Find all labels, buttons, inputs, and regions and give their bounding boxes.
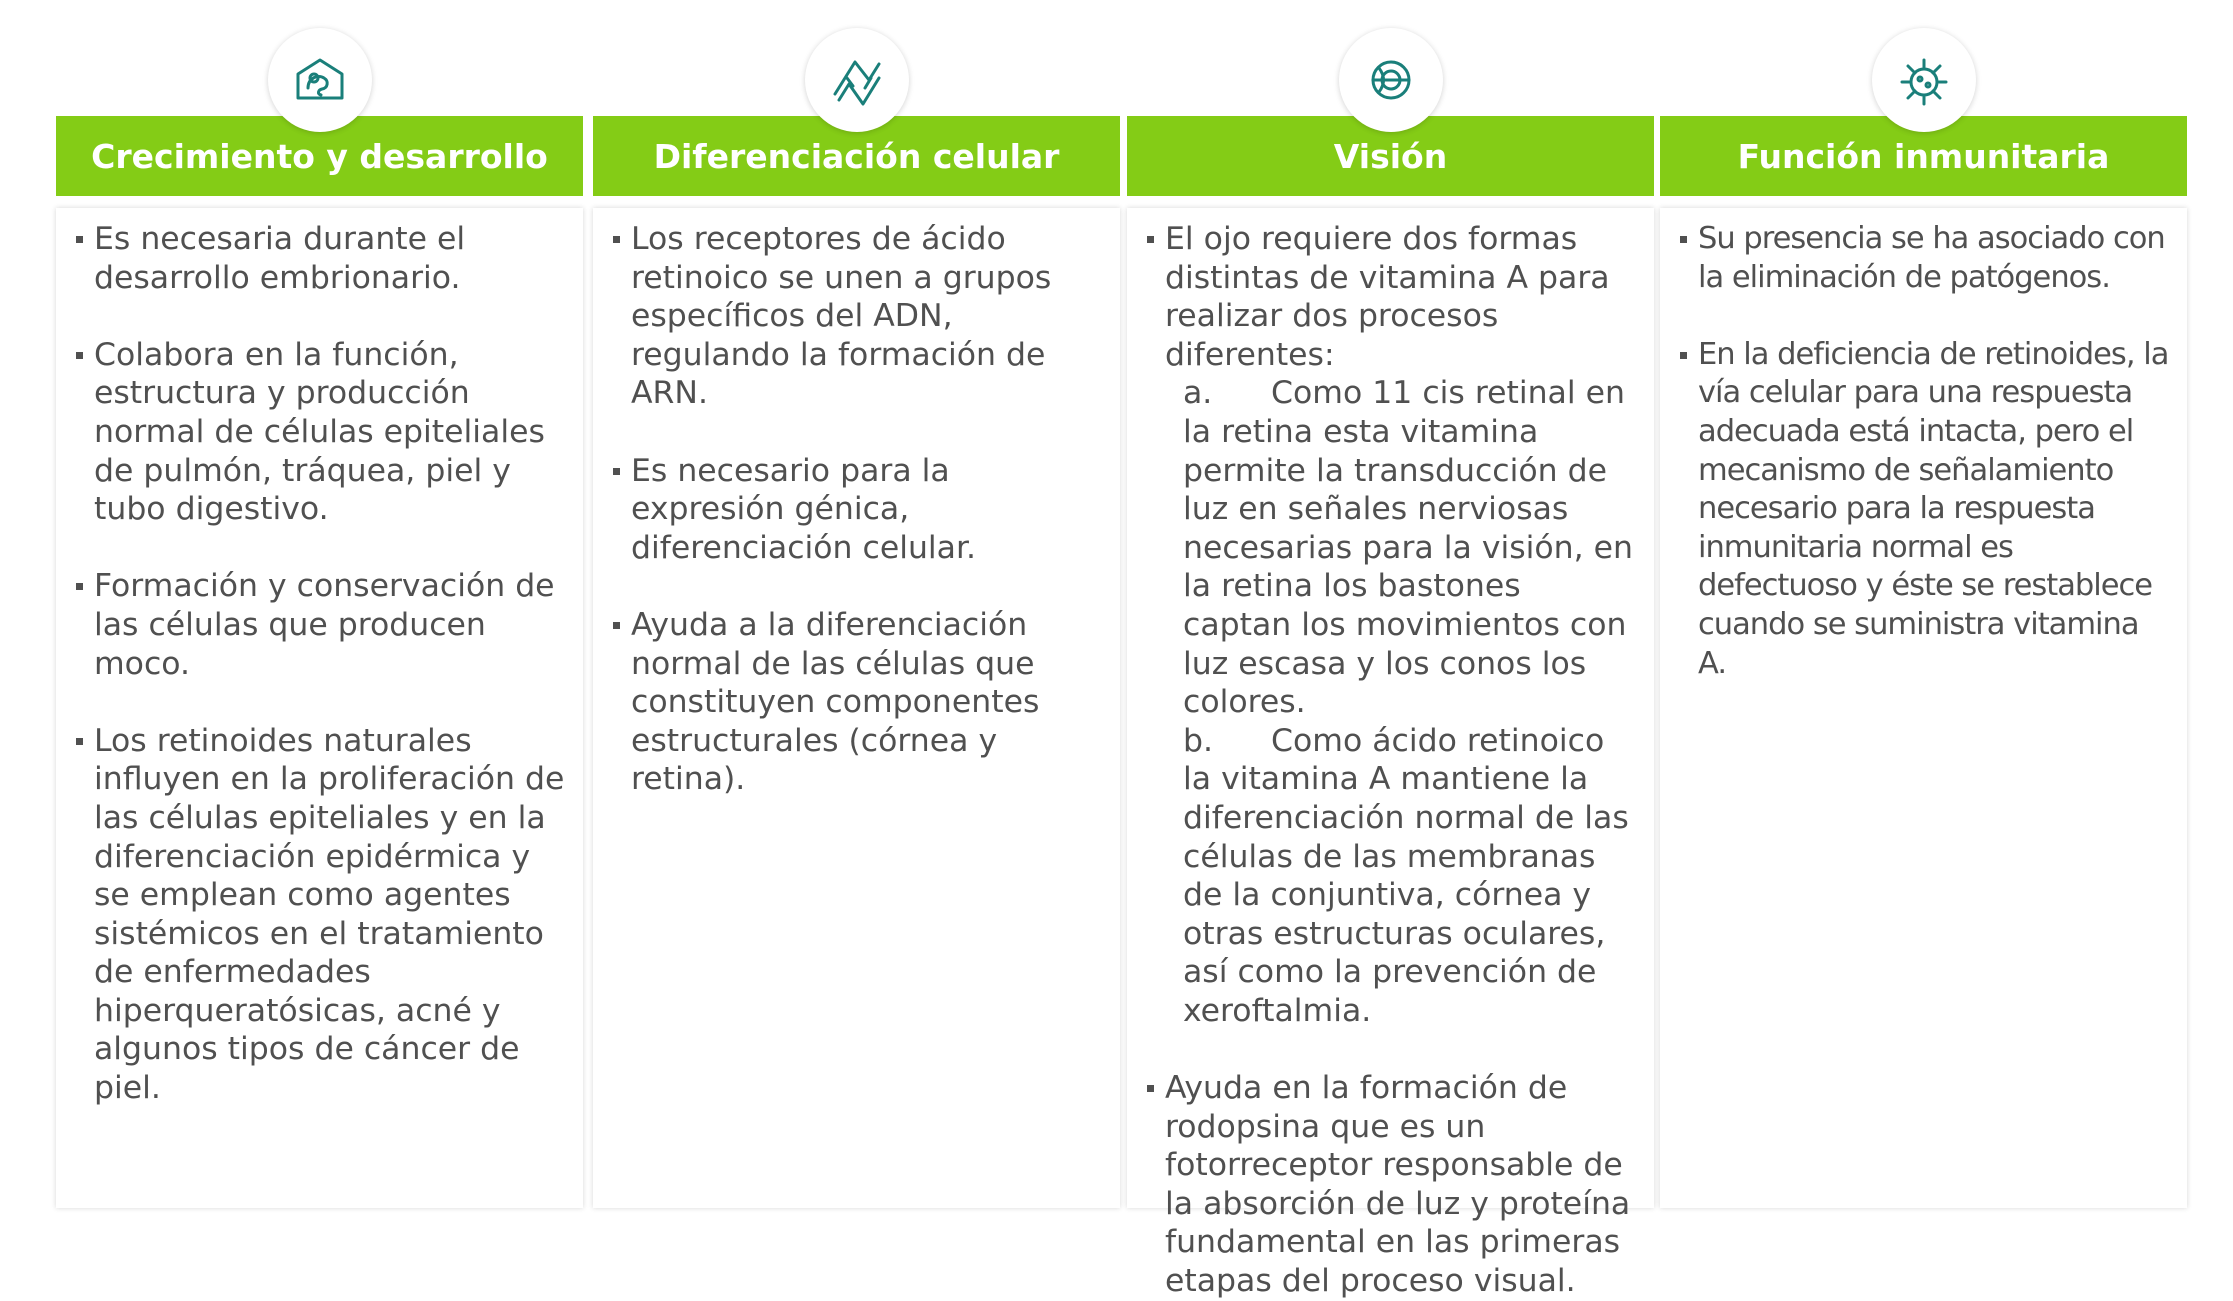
column-title: Función inmunitaria [1737,136,2110,176]
list-item: Es necesaria durante el desarrollo embrionario. [76,220,567,297]
column-title: Crecimiento y desarrollo [91,136,548,176]
list-item: Es necesario para la expresión génica, diferenciación celular. [613,452,1104,568]
list-item: Su presencia se ha asociado con la eliminación de patógenos. [1680,220,2171,297]
icon-badge [1339,28,1443,132]
list-item-text: El ojo requiere dos formas distintas de vitamina A para realizar dos procesos diferentes: [1165,221,1610,373]
column-title: Visión [1333,136,1448,176]
column-card [1660,208,2187,1208]
column-title: Diferenciación celular [653,136,1060,176]
list-item: En la deficiencia de retinoides, la vía celular para una respuesta adecuada está intacta, pero el mecanismo de señalamiento necesario para la respuesta inmunitaria normal es defectuoso y éste se restablece cuando se suministra vitamina A. [1680,336,2171,683]
eye-icon [1359,48,1423,112]
bullet-list [613,220,1104,799]
sub-list-marker: b. [1183,722,1214,759]
list-item [1147,220,1638,1030]
column-crecimiento [56,0,583,1231]
icon-badge [268,28,372,132]
icon-badge [1872,28,1976,132]
virus-icon [1892,48,1956,112]
column-inmunitaria [1660,0,2187,1231]
column-card [593,208,1120,1208]
sub-list [1165,374,1638,1030]
list-item: Los retinoides naturales influyen en la proliferación de las células epiteliales y en la diferenciación epidérmica y se emplean como agentes sistémicos en el tratamiento de enfermedades hiperqueratósicas, acné y algunos tipos de cáncer de piel. [76,722,567,1108]
bullet-list [1680,220,2171,683]
column-card [1127,208,1654,1300]
sub-list-item [1183,374,1638,721]
list-item: Ayuda a la diferenciación normal de las células que constituyen componentes estructurales (córnea y retina). [613,606,1104,799]
fetus-ultrasound-icon [288,48,352,112]
column-diferenciacion [593,0,1120,1231]
bullet-list [1147,220,1638,1301]
sub-list-text: Como ácido retinoico la vitamina A mantiene la diferenciación normal de las células de las membranas de la conjuntiva, córnea y otras estructuras oculares, así como la prevención de xeroftalmia. [1183,722,1629,1029]
dna-icon [825,48,889,112]
icon-badge [805,28,909,132]
list-item: Formación y conservación de las células que producen moco. [76,567,567,683]
sub-list-marker: a. [1183,375,1213,412]
list-item: Ayuda en la formación de rodopsina que es un fotorreceptor responsable de la absorción de luz y proteína fundamental en las primeras etapas del proceso visual. [1147,1069,1638,1301]
list-item: Colabora en la función, estructura y producción normal de células epiteliales de pulmón, tráquea, piel y tubo digestivo. [76,336,567,529]
column-vision [1127,0,1654,1300]
sub-list-item [1183,722,1638,1031]
list-item: Los receptores de ácido retinoico se unen a grupos específicos del ADN, regulando la formación de ARN. [613,220,1104,413]
sub-list-text: Como 11 cis retinal en la retina esta vitamina permite la transducción de luz en señales nerviosas necesarias para la visión, en la retina los bastones captan los movimientos con luz escasa y los conos los colores. [1183,375,1633,721]
bullet-list [76,220,567,1108]
column-card [56,208,583,1208]
